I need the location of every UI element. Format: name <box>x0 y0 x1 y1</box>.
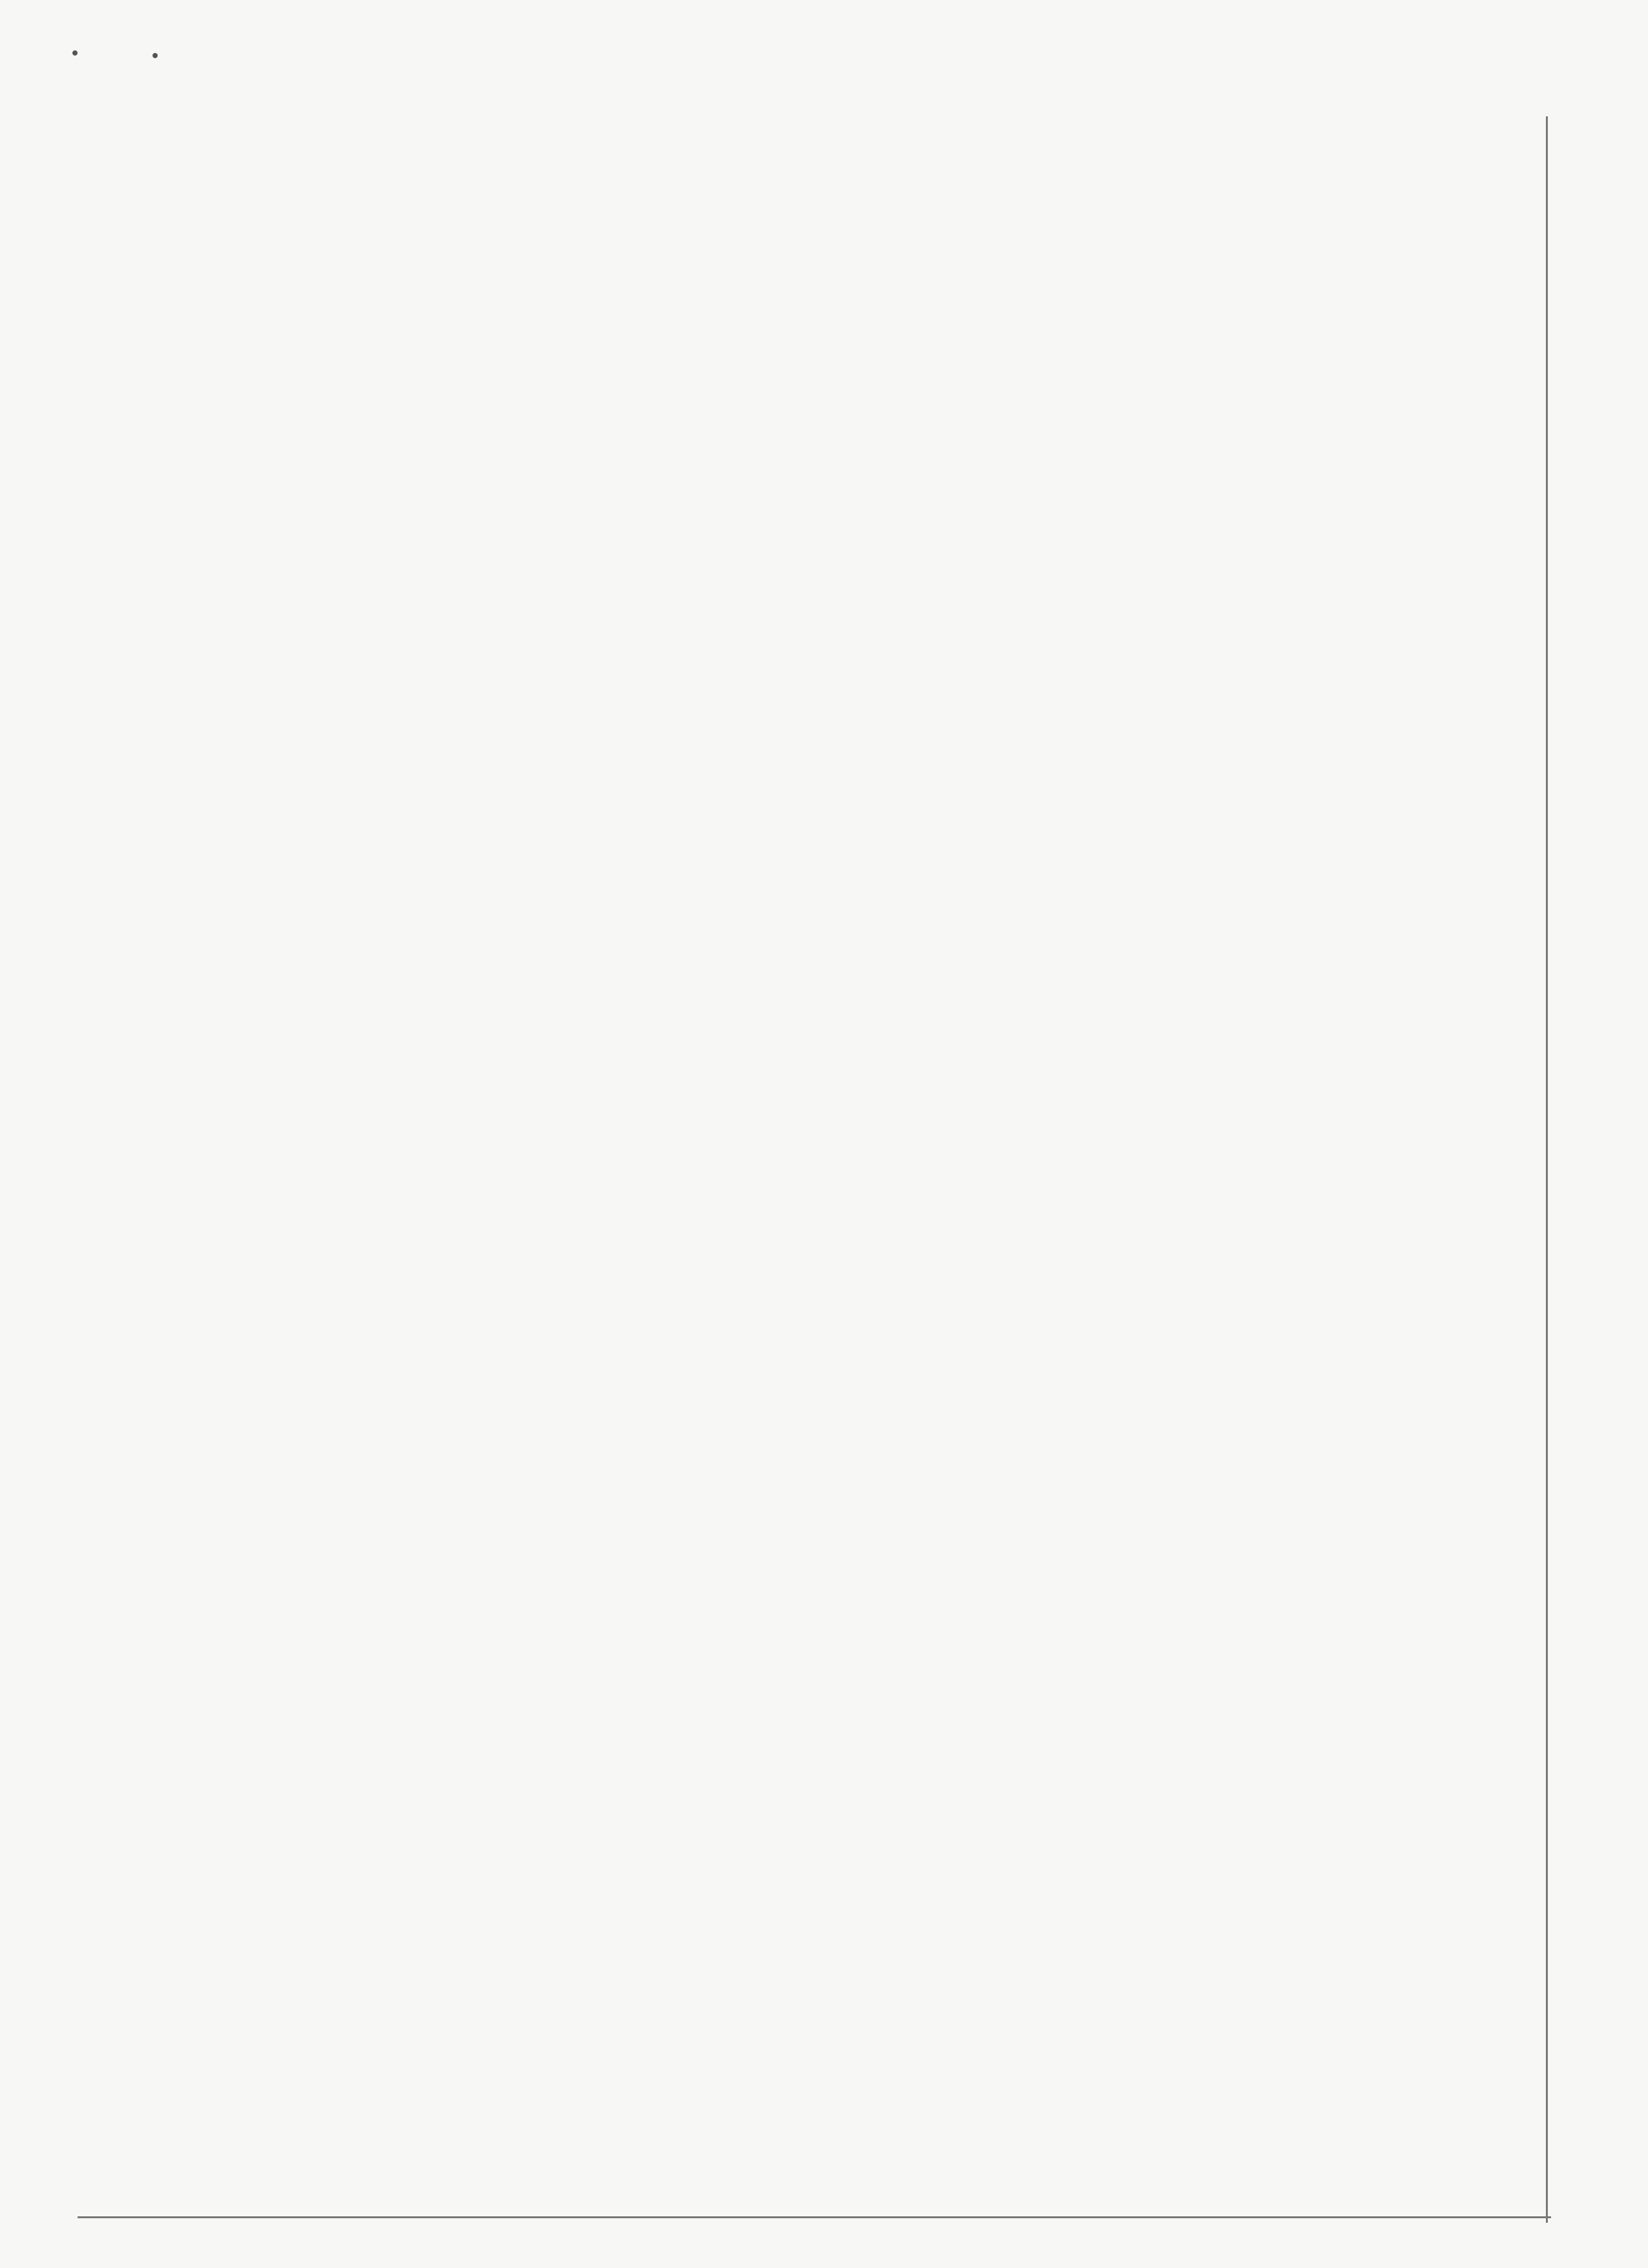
smudge-dot <box>153 53 158 58</box>
bottom-line <box>78 2216 1551 2218</box>
smudge-dot <box>72 50 78 56</box>
right-margin-line <box>1546 116 1548 2223</box>
